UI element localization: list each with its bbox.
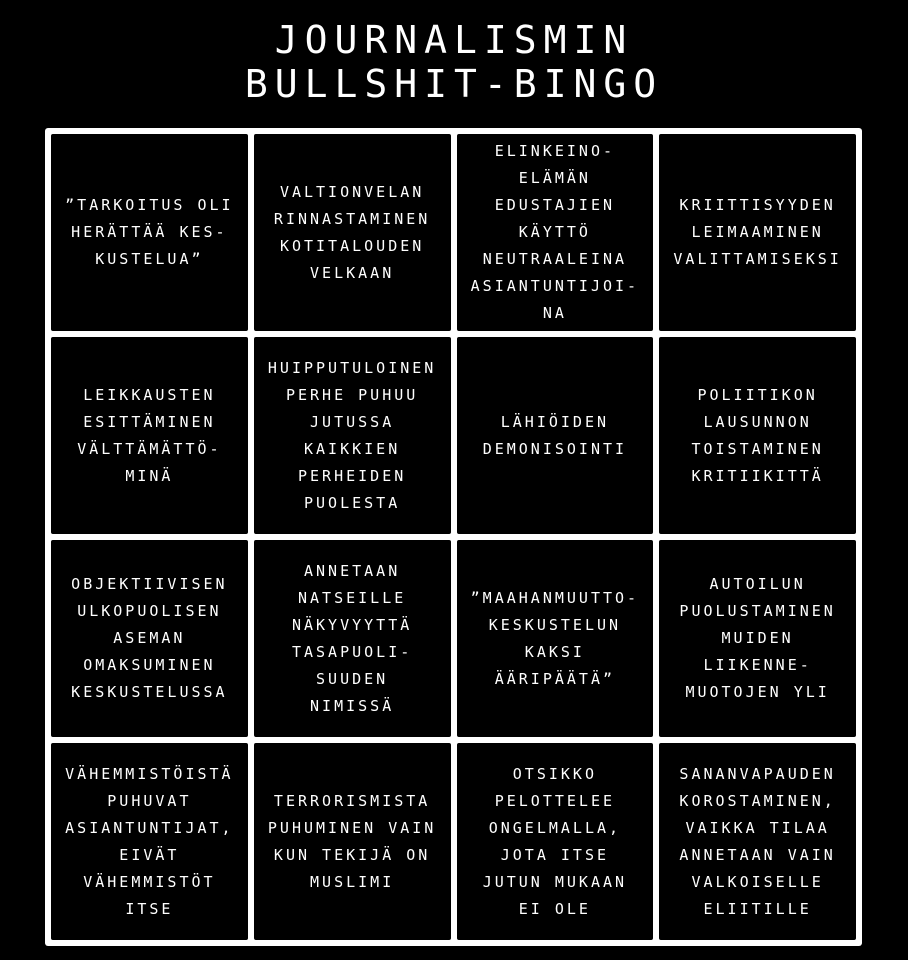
bingo-cell-text: OTSIKKO PELOTTELEE ONGELMALLA, JOTA ITSE JUTUN MUKAAN EI OLE (482, 764, 628, 918)
bingo-cell-r2c3 (457, 337, 654, 534)
bingo-cell-text: VÄHEMMISTÖISTÄ PUHUVAT ASIANTUNTIJAT, EIVÄT VÄHEMMISTÖT ITSE (65, 764, 234, 918)
bingo-cell-r2c1 (51, 337, 248, 534)
bingo-cell-r3c1 (51, 540, 248, 737)
bingo-cell-text: LÄHIÖIDEN DEMONISOINTI (482, 412, 628, 458)
bingo-cell-text: KRIITTISYYDEN LEIMAAMINEN VALITTAMISEKSI (673, 196, 842, 268)
bingo-cell-r1c1 (51, 134, 248, 331)
bingo-cell-text: VALTIONVELAN RINNASTAMINEN KOTITALOUDEN VELKAAN (273, 182, 431, 282)
bingo-cell-text: ”MAAHANMUUTTO- KESKUSTELUN KAKSI ÄÄRIPÄÄTÄ” (470, 588, 640, 688)
bingo-cell-text: HUIPPUTULOINEN PERHE PUHUU JUTUSSA KAIKKIEN PERHEIDEN PUOLESTA (267, 358, 437, 512)
bingo-cell-text: AUTOILUN PUOLUSTAMINEN MUIDEN LIIKENNE- MUOTOJEN YLI (679, 575, 836, 701)
bingo-cell-r4c4 (659, 743, 856, 940)
bingo-cell-text: TERRORISMISTA PUHUMINEN VAIN KUN TEKIJÄ ON MUSLIMI (267, 791, 437, 891)
bingo-cell-text: ELINKEINO- ELÄMÄN EDUSTAJIEN KÄYTTÖ NEUTRAALEINA ASIANTUNTIJOI- NA (470, 142, 640, 322)
bingo-cell-text: LEIKKAUSTEN ESITTÄMINEN VÄLTTÄMÄTTÖ- MINÄ (77, 385, 222, 485)
bingo-board (45, 128, 862, 946)
bingo-cell-r4c2 (254, 743, 451, 940)
bingo-cell-r4c1 (51, 743, 248, 940)
bingo-cell-r1c4 (659, 134, 856, 331)
bingo-cell-r3c4 (659, 540, 856, 737)
bingo-cell-r4c3 (457, 743, 654, 940)
bingo-cell-text: POLIITIKON LAUSUNNON TOISTAMINEN KRITIIKITTÄ (691, 385, 824, 485)
bingo-cell-text: ANNETAAN NATSEILLE NÄKYVYYTTÄ TASAPUOLI- SUUDEN NIMISSÄ (291, 561, 413, 715)
bingo-cell-text: SANANVAPAUDEN KOROSTAMINEN, VAIKKA TILAA ANNETAAN VAIN VALKOISELLE ELIITILLE (679, 764, 836, 918)
bingo-cell-r3c3 (457, 540, 654, 737)
title-line-1: JOURNALISMIN (274, 18, 634, 62)
bingo-title (0, 18, 908, 106)
bingo-cell-text: ”TARKOITUS OLI HERÄTTÄÄ KES- KUSTELUA” (65, 196, 234, 268)
bingo-cell-text: OBJEKTIIVISEN ULKOPUOLISEN ASEMAN OMAKSUMINEN KESKUSTELUSSA (71, 575, 228, 701)
bingo-cell-r2c4 (659, 337, 856, 534)
bingo-cell-r1c3 (457, 134, 654, 331)
bingo-cell-r2c2 (254, 337, 451, 534)
title-line-2: BULLSHIT-BINGO (244, 62, 664, 106)
bingo-cell-r3c2 (254, 540, 451, 737)
bingo-cell-r1c2 (254, 134, 451, 331)
